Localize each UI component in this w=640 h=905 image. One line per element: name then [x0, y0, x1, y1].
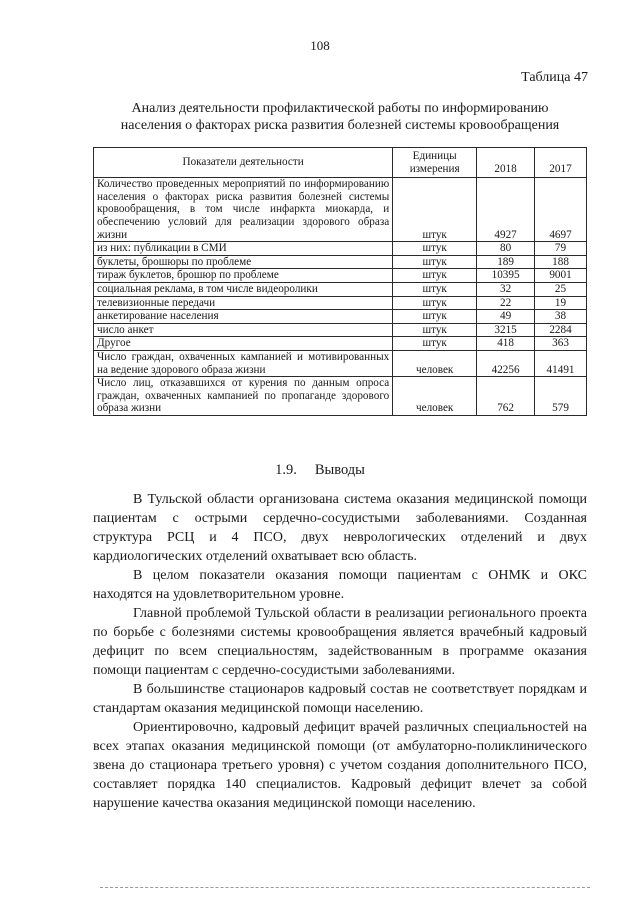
value-cell: 4697 — [535, 178, 587, 242]
value-cell: 19 — [535, 296, 587, 310]
paragraph: В целом показатели оказания помощи пациентам с ОНМК и ОКС находятся на удовлетворительном уровне. — [93, 568, 587, 602]
value-cell: 418 — [477, 337, 535, 351]
indicator-cell: телевизионные передачи — [94, 296, 393, 310]
table-header-row — [94, 148, 587, 178]
value-cell: 41491 — [535, 350, 587, 376]
column-header: Единицы измерения — [393, 148, 477, 178]
value-cell: 762 — [477, 377, 535, 416]
indicator-cell: Число граждан, охваченных кампанией и мотивированных на ведение здорового образа жизни — [94, 350, 393, 376]
table-row — [94, 350, 587, 376]
value-cell: 9001 — [535, 269, 587, 283]
page-number: 108 — [310, 38, 330, 53]
table-row — [94, 255, 587, 269]
table-row — [94, 269, 587, 283]
paragraph: В большинстве стационаров кадровый состав не соответствует порядкам и стандартам оказания медицинской помощи населению. — [93, 682, 587, 716]
column-header: 2017 — [535, 148, 587, 178]
unit-cell: человек — [393, 377, 477, 416]
unit-cell: штук — [393, 323, 477, 337]
value-cell: 25 — [535, 282, 587, 296]
unit-cell: штук — [393, 310, 477, 324]
table-row — [94, 242, 587, 256]
table-row — [94, 296, 587, 310]
unit-cell: штук — [393, 296, 477, 310]
unit-cell: штук — [393, 337, 477, 351]
value-cell: 10395 — [477, 269, 535, 283]
table-row — [94, 377, 587, 416]
value-cell: 4927 — [477, 178, 535, 242]
unit-cell: штук — [393, 282, 477, 296]
indicator-cell: Число лиц, отказавшихся от курения по данным опроса граждан, охваченных кампанией по пропаганде здорового образа жизни — [94, 377, 393, 416]
section-heading — [0, 462, 640, 479]
value-cell: 189 — [477, 255, 535, 269]
value-cell: 49 — [477, 310, 535, 324]
column-header: 2018 — [477, 148, 535, 178]
value-cell: 188 — [535, 255, 587, 269]
table-title-line: населения о факторах риска развития болезней системы кровообращения — [120, 118, 560, 133]
indicator-cell: анкетирование населения — [94, 310, 393, 324]
table-row — [94, 337, 587, 351]
column-header: Показатели деятельности — [94, 148, 393, 178]
value-cell: 38 — [535, 310, 587, 324]
table-title-line: Анализ деятельности профилактической работы по информированию — [131, 101, 549, 116]
paragraph: Главной проблемой Тульской области в реализации регионального проекта по борьбе с болезнями системы кровообращения является врачебный кадровый дефицит по всем специальностям, задействованным в программе оказания помощи пациентам с сердечно-сосудистыми заболеваниями. — [93, 606, 587, 678]
scan-edge-line — [100, 887, 590, 888]
table-title — [90, 100, 590, 134]
table-row — [94, 178, 587, 242]
table-row — [94, 310, 587, 324]
value-cell: 363 — [535, 337, 587, 351]
value-cell: 32 — [477, 282, 535, 296]
value-cell: 579 — [535, 377, 587, 416]
indicator-cell: социальная реклама, в том числе видеоролики — [94, 282, 393, 296]
value-cell: 2284 — [535, 323, 587, 337]
unit-cell: человек — [393, 350, 477, 376]
value-cell: 42256 — [477, 350, 535, 376]
indicator-cell: из них: публикации в СМИ — [94, 242, 393, 256]
table-row — [94, 323, 587, 337]
value-cell: 22 — [477, 296, 535, 310]
activity-table — [93, 147, 587, 416]
indicator-cell: Другое — [94, 337, 393, 351]
paragraph: В Тульской области организована система оказания медицинской помощи пациентам с острыми сердечно-сосудистыми заболеваниями. Созданная структура РСЦ и 4 ПСО, двух неврологических отделений и двух кардиологических отделений охватывает всю область. — [93, 492, 587, 564]
unit-cell: штук — [393, 255, 477, 269]
section-title: Выводы — [314, 462, 365, 478]
table-row — [94, 282, 587, 296]
indicator-cell: Количество проведенных мероприятий по информированию населения о факторах риска развития болезней системы кровообращения, в том числе инфаркта миокарда, и обеспечению условий для реализации здорового образа жизни — [94, 178, 393, 242]
indicator-cell: буклеты, брошюры по проблеме — [94, 255, 393, 269]
section-number: 1.9. — [275, 462, 297, 478]
conclusions-text — [93, 490, 587, 813]
indicator-cell: тираж буклетов, брошюр по проблеме — [94, 269, 393, 283]
indicator-cell: число анкет — [94, 323, 393, 337]
value-cell: 80 — [477, 242, 535, 256]
value-cell: 79 — [535, 242, 587, 256]
unit-cell: штук — [393, 178, 477, 242]
paragraph: Ориентировочно, кадровый дефицит врачей различных специальностей на всех этапах оказания медицинской помощи (от амбулаторно-поликлинического звена до стационара третьего уровня) с учетом создания дополнительного ПСО, составляет порядка 140 специалистов. Кадровый дефицит влечет за собой нарушение качества оказания медицинской помощи населению. — [93, 720, 587, 811]
unit-cell: штук — [393, 269, 477, 283]
value-cell: 3215 — [477, 323, 535, 337]
table-label: Таблица 47 — [521, 70, 588, 85]
unit-cell: штук — [393, 242, 477, 256]
